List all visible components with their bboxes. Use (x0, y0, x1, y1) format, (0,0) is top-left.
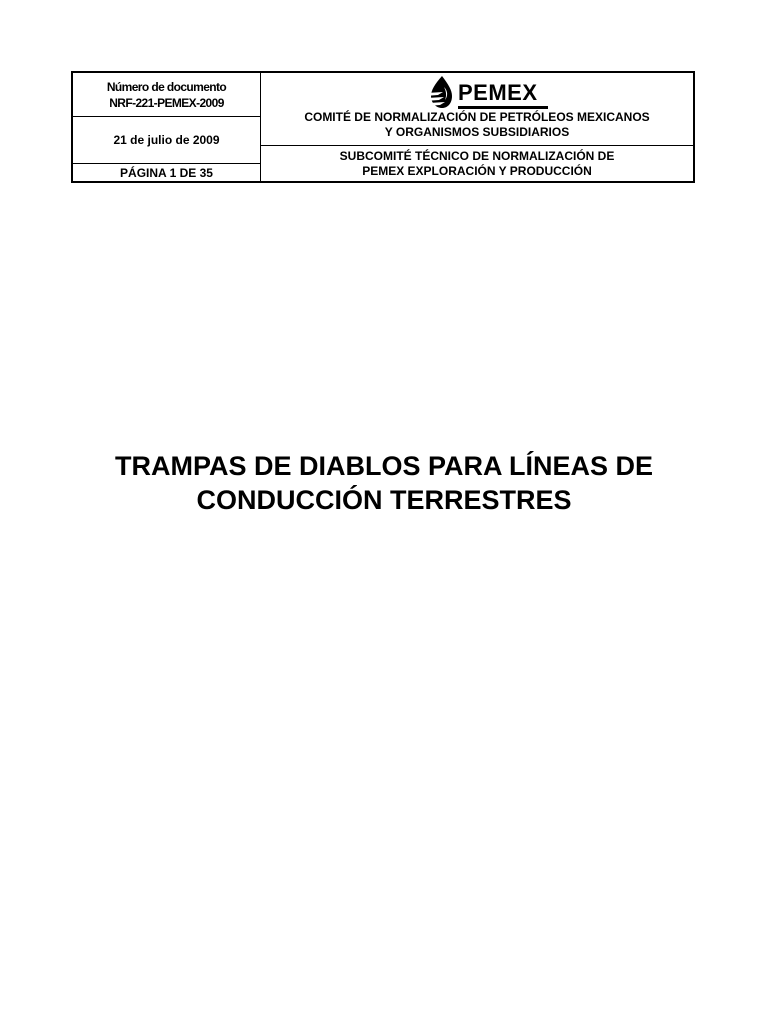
logo-underline (458, 106, 548, 109)
committee-line-1: COMITÉ DE NORMALIZACIÓN DE PETRÓLEOS MEXICANOS (304, 110, 650, 124)
subcommittee-line-2: PEMEX EXPLORACIÓN Y PRODUCCIÓN (362, 163, 592, 178)
document-title-line-2: CONDUCCIÓN TERRESTRES (196, 485, 572, 515)
pemex-wordmark: PEMEX (458, 80, 538, 105)
subcommittee-cell (261, 146, 693, 181)
logo-committee-cell (261, 73, 693, 146)
document-number-cell (73, 73, 260, 117)
document-header-table (71, 71, 695, 183)
document-number-label: Número de documento (106, 79, 227, 94)
document-title-line-1: TRAMPAS DE DIABLOS PARA LÍNEAS DE (114, 451, 654, 481)
committee-line-2: Y ORGANISMOS SUBSIDIARIOS (384, 125, 570, 139)
pemex-logo (424, 75, 554, 111)
header-left-column (73, 73, 261, 181)
subcommittee-line-1: SUBCOMITÉ TÉCNICO DE NORMALIZACIÓN DE (339, 148, 615, 163)
document-title (60, 449, 708, 517)
header-right-column (261, 73, 693, 181)
date-cell (73, 117, 260, 164)
document-number: NRF-221-PEMEX-2009 (109, 95, 224, 110)
page-number: PÁGINA 1 DE 35 (120, 165, 213, 180)
document-date: 21 de julio de 2009 (113, 133, 220, 147)
committee-name (261, 110, 693, 140)
page-cell (73, 164, 260, 181)
pemex-eagle-logo-icon (424, 75, 458, 111)
